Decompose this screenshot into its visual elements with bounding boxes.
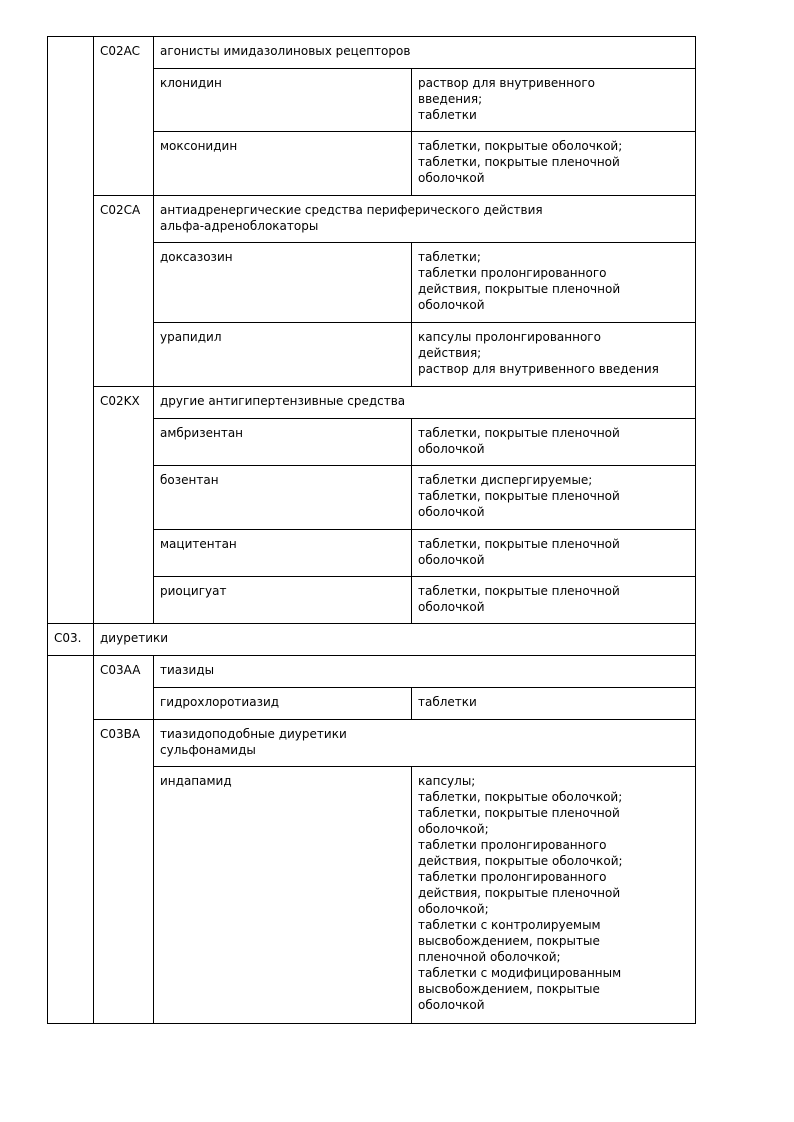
- atc-code-cell: C03AA: [94, 656, 154, 720]
- drug-name-cell: амбризентан: [154, 419, 412, 466]
- section-code-cell: C03.: [48, 624, 94, 656]
- drug-name-cell: клонидин: [154, 69, 412, 132]
- table-body: [48, 37, 696, 1024]
- dosage-form-cell: капсулы пролонгированного действия; раствор для внутривенного введения: [412, 323, 696, 387]
- group-name-cell: другие антигипертензивные средства: [154, 387, 696, 419]
- table-row: [48, 37, 696, 69]
- dosage-form-cell: таблетки: [412, 688, 696, 720]
- section-name-cell: диуретики: [94, 624, 696, 656]
- dosage-form-cell: раствор для внутривенного введения; таблетки: [412, 69, 696, 132]
- drug-name-cell: урапидил: [154, 323, 412, 387]
- atc-code-cell: C02KX: [94, 387, 154, 624]
- atc-code-cell: C02AC: [94, 37, 154, 196]
- group-name-cell: тиазидоподобные диуретики сульфонамиды: [154, 720, 696, 767]
- drug-classification-table: [47, 36, 696, 1024]
- drug-name-cell: риоцигуат: [154, 577, 412, 624]
- table-row: [48, 387, 696, 419]
- table-row: [48, 720, 696, 767]
- level1-code-cell: [48, 656, 94, 1024]
- group-name-cell: агонисты имидазолиновых рецепторов: [154, 37, 696, 69]
- table-row: [48, 624, 696, 656]
- drug-name-cell: мацитентан: [154, 530, 412, 577]
- group-name-cell: антиадренергические средства периферического действия альфа-адреноблокаторы: [154, 196, 696, 243]
- drug-name-cell: моксонидин: [154, 132, 412, 196]
- drug-name-cell: гидрохлоротиазид: [154, 688, 412, 720]
- dosage-form-cell: капсулы; таблетки, покрытые оболочкой; таблетки, покрытые пленочной оболочкой; таблетки пролонгированного действия, покрытые оболочкой; таблетки пролонгированного действия, покрытые пленочной оболочкой; таблетки с контролируемым высвобождением, покрытые пленочной оболочкой; таблетки с модифицированным высвобождением, покрытые оболочкой: [412, 767, 696, 1024]
- group-name-cell: тиазиды: [154, 656, 696, 688]
- dosage-form-cell: таблетки; таблетки пролонгированного действия, покрытые пленочной оболочкой: [412, 243, 696, 323]
- dosage-form-cell: таблетки диспергируемые; таблетки, покрытые пленочной оболочкой: [412, 466, 696, 530]
- drug-name-cell: доксазозин: [154, 243, 412, 323]
- dosage-form-cell: таблетки, покрытые пленочной оболочкой: [412, 530, 696, 577]
- drug-name-cell: индапамид: [154, 767, 412, 1024]
- dosage-form-cell: таблетки, покрытые пленочной оболочкой: [412, 577, 696, 624]
- level1-code-cell: [48, 37, 94, 624]
- drug-name-cell: бозентан: [154, 466, 412, 530]
- table-row: [48, 196, 696, 243]
- atc-code-cell: C03BA: [94, 720, 154, 1024]
- table-row: [48, 656, 696, 688]
- drug-list-page: [47, 36, 695, 1024]
- atc-code-cell: C02CA: [94, 196, 154, 387]
- dosage-form-cell: таблетки, покрытые оболочкой; таблетки, покрытые пленочной оболочкой: [412, 132, 696, 196]
- dosage-form-cell: таблетки, покрытые пленочной оболочкой: [412, 419, 696, 466]
